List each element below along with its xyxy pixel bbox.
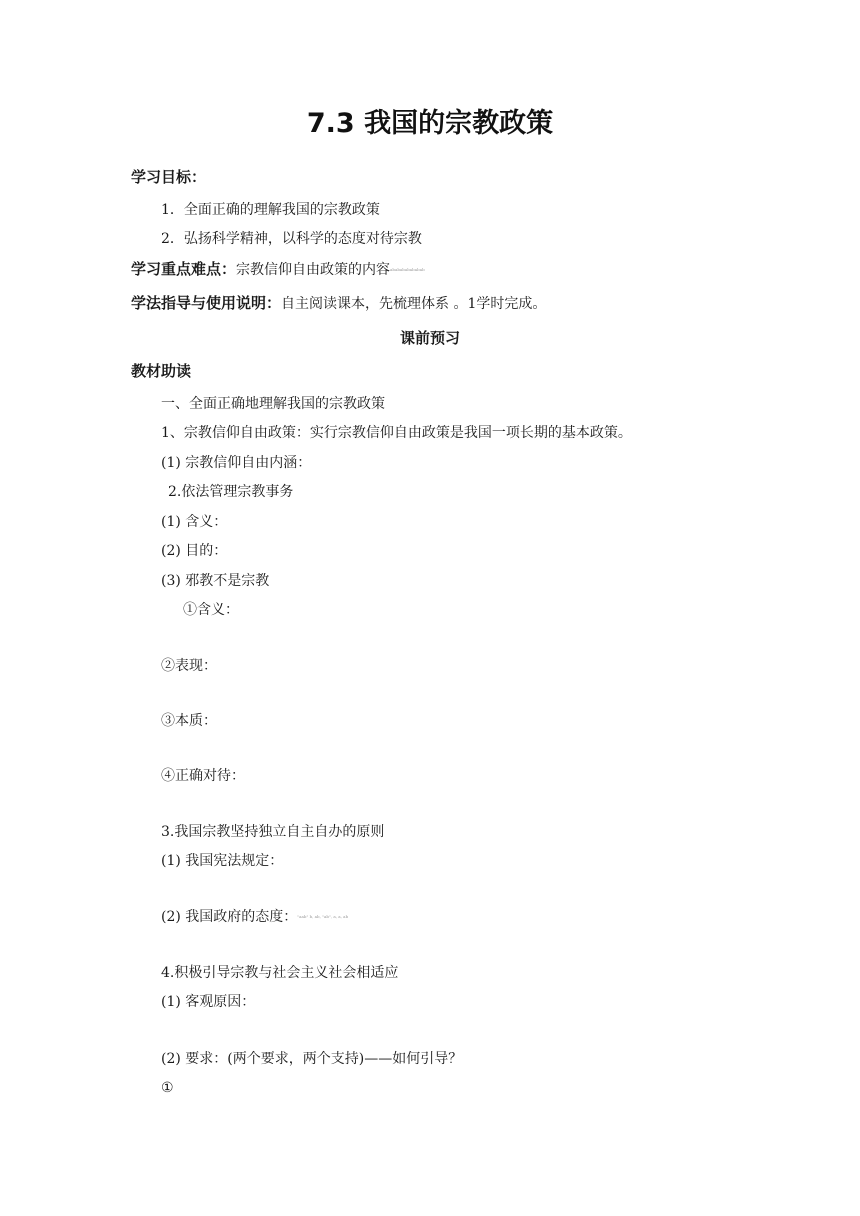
key-points-label: 学习重点难点： bbox=[131, 260, 237, 278]
line-8: ①含义： bbox=[183, 602, 239, 618]
method-label: 学法指导与使用说明： bbox=[131, 294, 282, 312]
method-line bbox=[131, 294, 546, 313]
line-14-tiny-text: "aab" b, ab, "ab", a, a, ab bbox=[297, 914, 349, 919]
reading-heading: 教材助读 bbox=[131, 362, 192, 380]
line-6: (2) 目的： bbox=[161, 543, 228, 559]
line-3: (1) 宗教信仰自由内涵： bbox=[161, 455, 312, 471]
key-points-tiny-text: ababababababab bbox=[390, 267, 425, 272]
method-text: 自主阅读课本，先梳理体系 。1学时完成。 bbox=[281, 296, 547, 312]
line-5: (1) 含义： bbox=[161, 514, 228, 530]
line-14 bbox=[161, 908, 348, 926]
line-2: 1、宗教信仰自由政策：实行宗教信仰自由政策是我国一项长期的基本政策。 bbox=[161, 425, 632, 441]
key-points-text: 宗教信仰自由政策的内容 bbox=[236, 262, 391, 278]
line-11: ④正确对待： bbox=[161, 768, 245, 784]
page-title: 7.3 我国的宗教政策 bbox=[306, 108, 554, 139]
line-13: (1) 我国宪法规定： bbox=[161, 853, 284, 869]
line-16: (1) 客观原因： bbox=[161, 994, 256, 1010]
objective-item-2: 2．弘扬科学精神，以科学的态度对待宗教 bbox=[161, 231, 422, 247]
line-14-text: (2) 我国政府的态度： bbox=[161, 909, 298, 925]
line-1: 一、全面正确地理解我国的宗教政策 bbox=[161, 396, 385, 412]
line-7: (3) 邪教不是宗教 bbox=[161, 573, 270, 589]
line-4: 2.依法管理宗教事务 bbox=[168, 484, 294, 500]
objective-item-1: 1．全面正确的理解我国的宗教政策 bbox=[161, 202, 380, 218]
line-17: (2) 要求：(两个要求，两个支持)——如何引导？ bbox=[161, 1051, 463, 1067]
line-10: ③本质： bbox=[161, 713, 217, 729]
objectives-heading: 学习目标： bbox=[131, 168, 207, 186]
line-18: ① bbox=[161, 1080, 174, 1096]
line-9: ②表现： bbox=[161, 658, 217, 674]
section-title: 课前预习 bbox=[399, 329, 460, 347]
key-points-line bbox=[131, 260, 425, 279]
line-12: 3.我国宗教坚持独立自主自办的原则 bbox=[161, 824, 385, 840]
line-15: 4.积极引导宗教与社会主义社会相适应 bbox=[161, 965, 399, 981]
